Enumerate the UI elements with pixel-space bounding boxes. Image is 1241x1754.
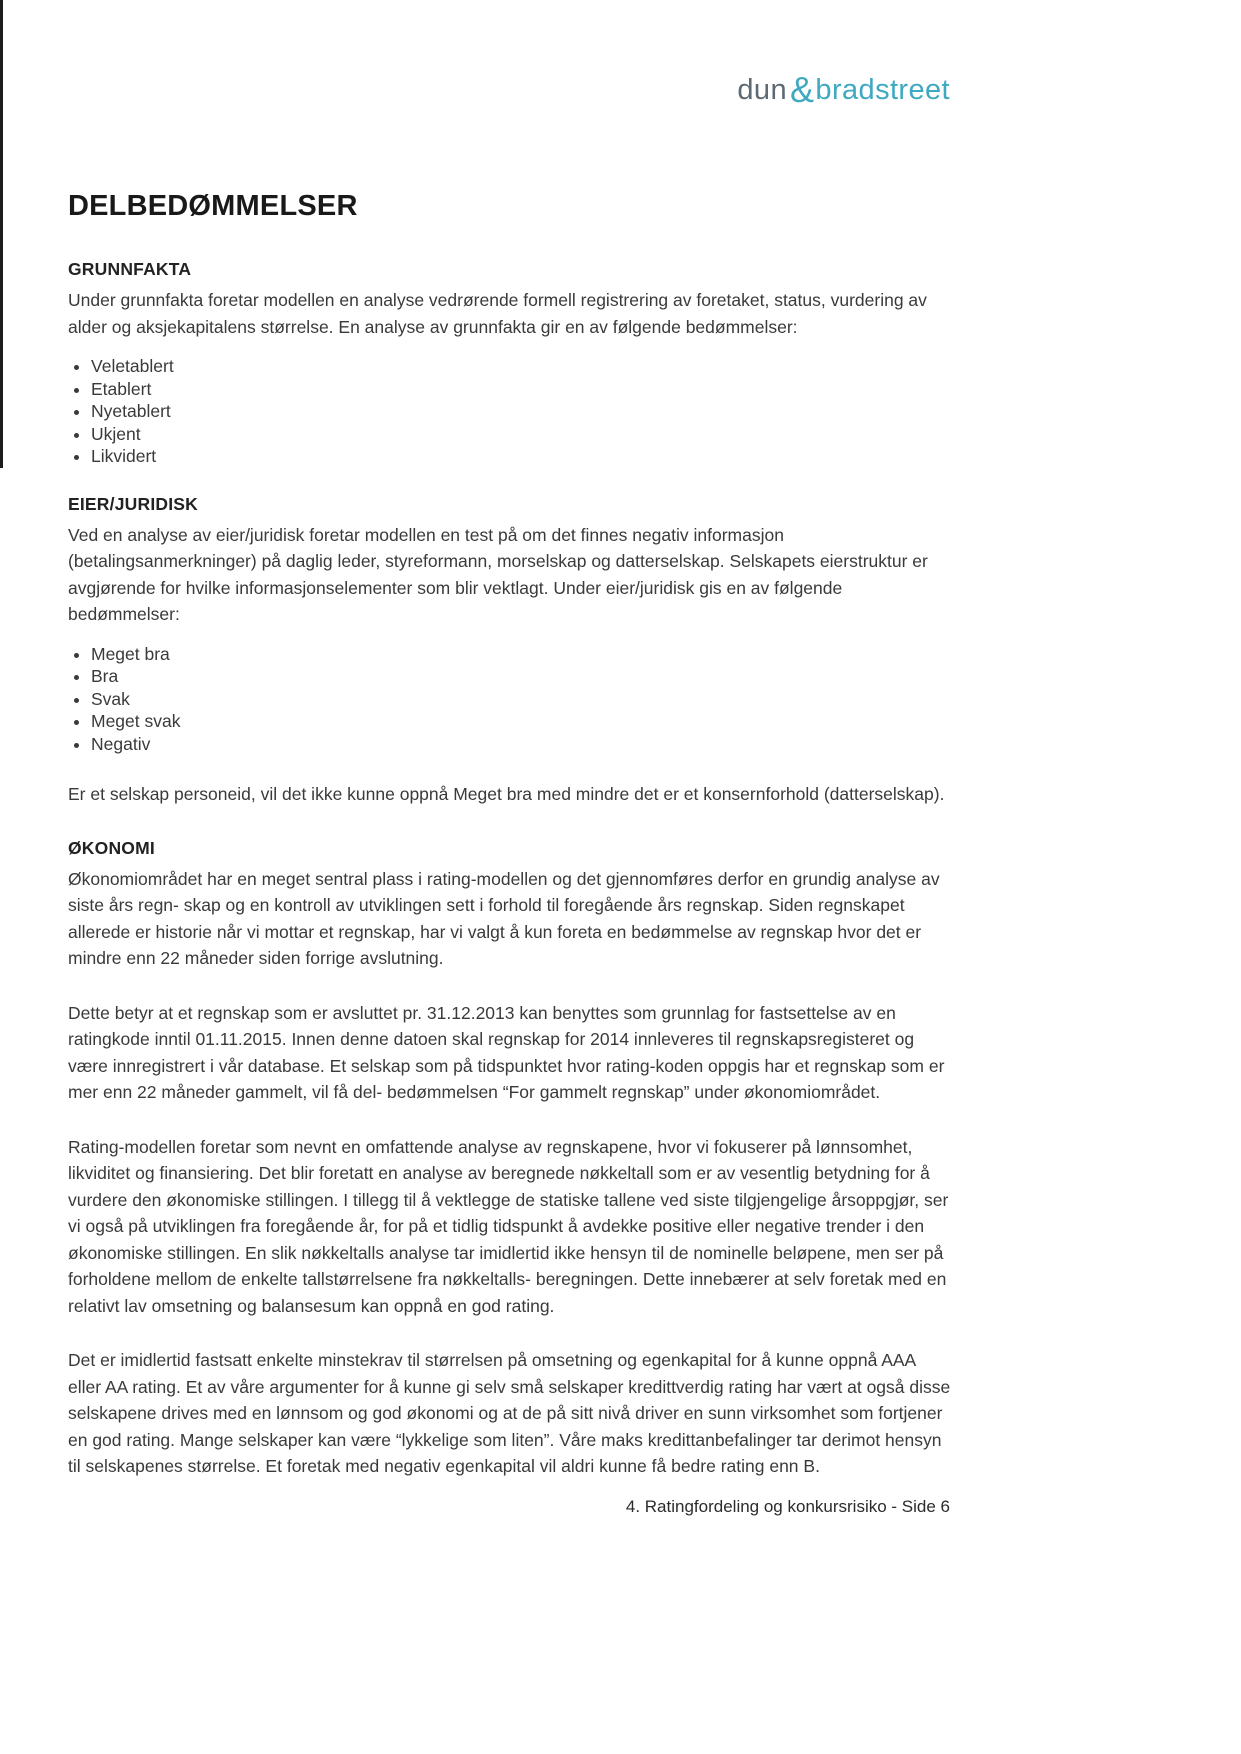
list-item: • Meget svak (91, 710, 952, 733)
list-item: • Bra (91, 665, 952, 688)
logo-text-dun: dun (737, 74, 787, 106)
section-heading-grunnfakta: GRUNNFAKTA (68, 259, 192, 279)
logo-ampersand-icon: & (790, 69, 815, 110)
section-heading-okonomi: ØKONOMI (68, 837, 155, 858)
section-eier-juridisk (68, 494, 952, 808)
paragraph: Det er imidlertid fastsatt enkelte minstekrav til størrelsen på omsetning og egenkapital for å kunne oppnå AAA eller AA rating. Et av våre argumenter for å kunne gi selv små selskaper kredittverdig rating har vært at også disse selskapene drives med en lønnsom og god økonomi og at de på sitt nivå driver en sunn virksomhet som fortjener en god rating. Mange selskaper kan være “lykkelige som liten”. Våre maks kredittanbefalinger tar derimot hensyn til selskapenes størrelse. Et foretak med negativ egenkapital vil aldri kunne få bedre rating enn B. (68, 1350, 951, 1476)
bullet-list-eier-juridisk (68, 643, 952, 756)
section-okonomi (68, 838, 952, 1480)
paragraph: Rating-modellen foretar som nevnt en omfattende analyse av regnskapene, hvor vi fokuserer på lønnsomhet, likviditet og finansiering. Det blir foretatt en analyse av beregnede nøkkeltall som er av vesentlig betydning for å vurdere den økonomiske stillingen. I tillegg til å vektlegge de statiske tallene ved siste tilgjengelige årsoppgjør, ser vi også på utviklingen fra foregående år, for på et tidlig tidspunkt å avdekke positive eller negative trender i den økonomiske stillingen. En slik nøkkeltalls analyse tar imidlertid ikke hensyn til de nominelle beløpene, men ser på forholdene mellom de enkelte tallstørrelsene fra nøkkeltalls- beregningen. Dette innebærer at selv foretak med en relativt lav omsetning og balansesum kan oppnå en god rating. (68, 1136, 949, 1316)
list-item: • Meget bra (91, 643, 952, 666)
page-title: DELBEDØMMELSER (68, 190, 358, 222)
list-item: • Etablert (91, 378, 952, 401)
list-item: • Ukjent (91, 423, 952, 446)
section-intro-eier-juridisk: Ved en analyse av eier/juridisk foretar modellen en test på om det finnes negativ informasjon (betalingsanmerkninger) på daglig leder, styreformann, morselskap og datterselskap. Selskapets eierstruktur er avgjørende for hvilke informasjonselementer som blir vektlagt. Under eier/juridisk gis en av følgende bedømmelser: (68, 524, 928, 624)
section-grunnfakta (68, 259, 952, 468)
list-item: • Nyetablert (91, 400, 952, 423)
scan-edge-artifact (0, 0, 3, 468)
logo-text-bradstreet: bradstreet (815, 74, 950, 106)
paragraph: Økonomiområdet har en meget sentral plass i rating-modellen og det gjennomføres derfor en grundig analyse av siste års regn- skap og en kontroll av utviklingen sett i forhold til foregående års regnskap. Siden regnskapet allerede er historie når vi mottar et regnskap, har vi valgt å kun foreta en bedømmelse av regnskap hvor det er mindre enn 22 måneder siden forrige avslutning. (68, 868, 940, 968)
document-content (68, 190, 952, 1508)
section-heading-eier-juridisk: EIER/JURIDISK (68, 493, 198, 514)
dun-bradstreet-logo (737, 69, 950, 110)
section-intro-grunnfakta: Under grunnfakta foretar modellen en analyse vedrørende formell registrering av foretaket, status, vurdering av alder og aksjekapitalens størrelse. En analyse av grunnfakta gir en av følgende bedømmelser: (68, 290, 927, 337)
section-note-eier-juridisk: Er et selskap personeid, vil det ikke kunne oppnå Meget bra med mindre det er et konsernforhold (datterselskap). (68, 784, 945, 804)
paragraph: Dette betyr at et regnskap som er avsluttet pr. 31.12.2013 kan benyttes som grunnlag for fastsettelse av en ratingkode inntil 01.11.2015. Innen denne datoen skal regnskap for 2014 innleveres til regnskapsregisteret og være innregistrert i vår database. Et selskap som på tidspunktet hvor rating-koden oppgis har et regnskap som er mer enn 22 måneder gammelt, vil få del- bedømmelsen “For gammelt regnskap” under økonomiområdet. (68, 1002, 945, 1102)
list-item: • Likvidert (91, 445, 952, 468)
page-footer: 4. Ratingfordeling og konkursrisiko - Side 6 (625, 1497, 950, 1516)
list-item: • Negativ (91, 733, 952, 756)
bullet-list-grunnfakta (68, 355, 952, 468)
list-item: • Veletablert (91, 355, 952, 378)
list-item: • Svak (91, 688, 952, 711)
